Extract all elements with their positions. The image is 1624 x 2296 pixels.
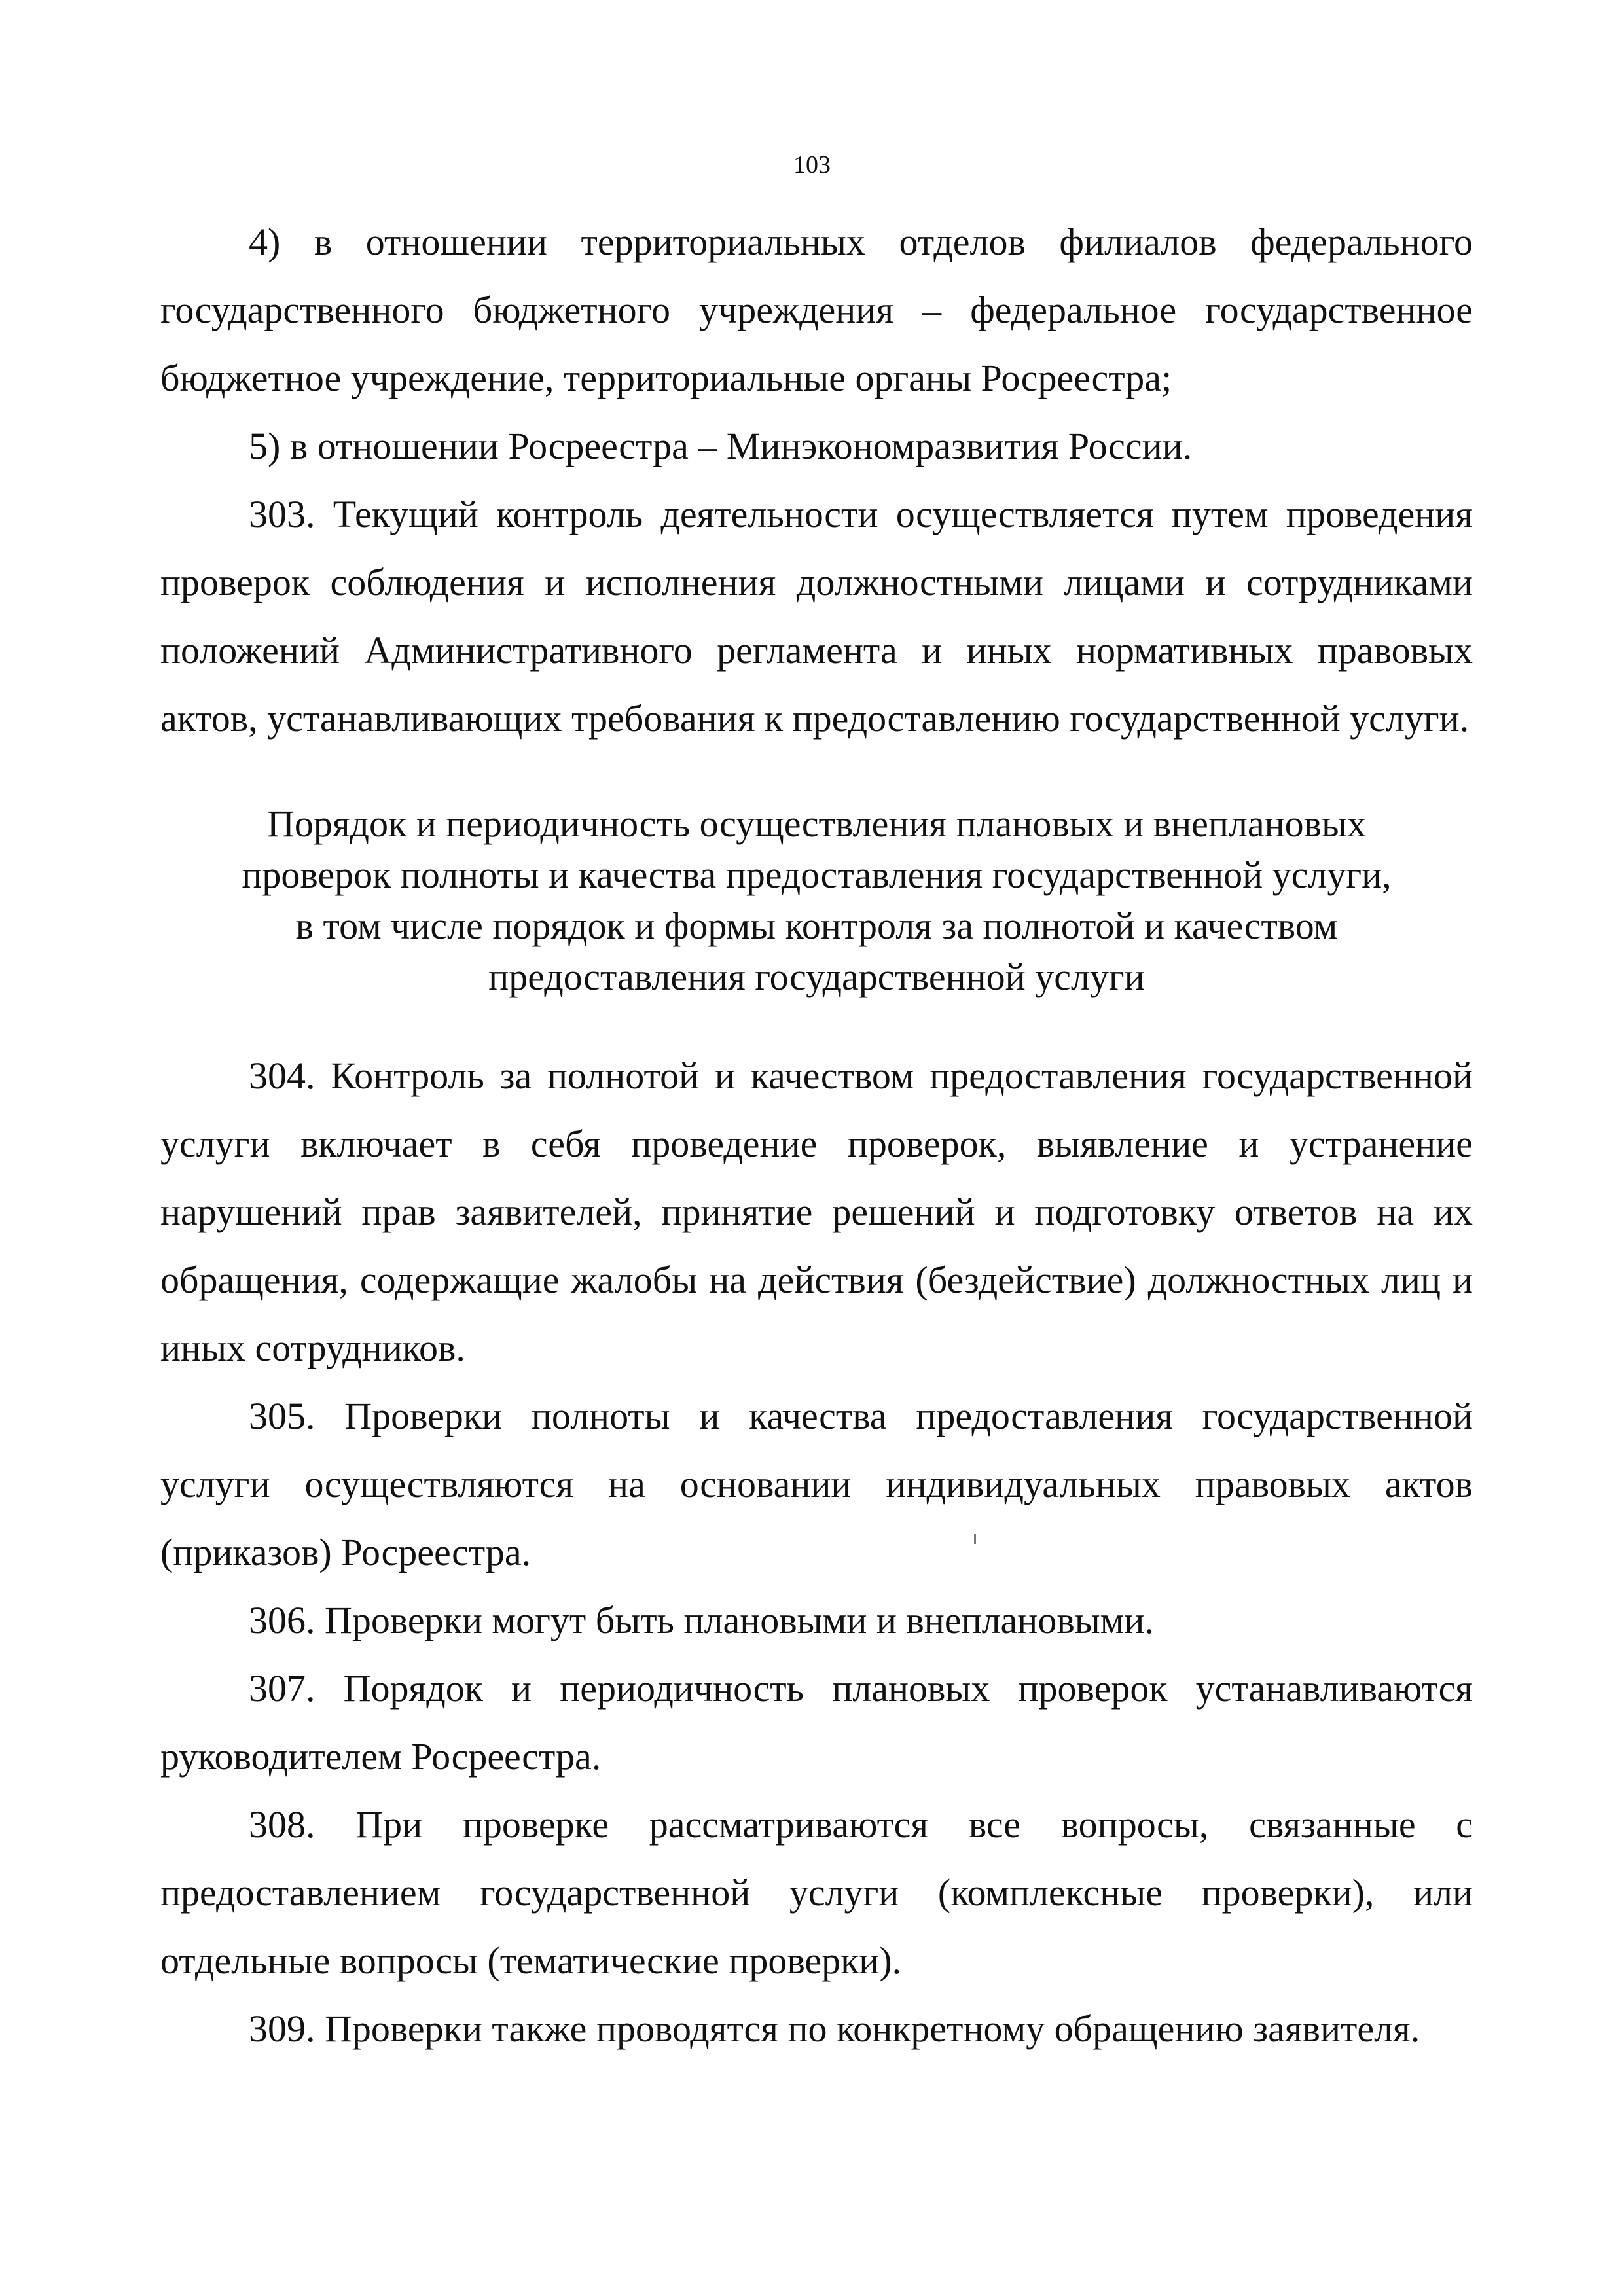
section-heading-line: в том числе порядок и формы контроля за полнотой и качеством [295, 905, 1338, 947]
section-heading-line: проверок полноты и качества предоставления государственной услуги, [242, 853, 1392, 896]
document-body [160, 208, 1473, 2063]
paragraph-item-5: 5) в отношении Росреестра – Минэкономразвития России. [249, 425, 1193, 467]
section-heading [160, 798, 1473, 1003]
paragraph-309: 309. Проверки также проводятся по конкретному обращению заявителя. [249, 2007, 1420, 2050]
paragraph-306: 306. Проверки могут быть плановыми и внеплановыми. [249, 1599, 1154, 1641]
paragraph-307: 307. Порядок и периодичность плановых проверок устанавливаются руководителем Росреестра. [160, 1667, 1473, 1778]
paragraph-303: 303. Текущий контроль деятельности осуществляется путем проведения проверок соблюдения и исполнения должностными лицами и сотрудниками положений Административного регламента и иных нормативных правовых актов, устанавливающих требования к предоставлению государственной услуги. [160, 493, 1473, 740]
section-heading-line: Порядок и периодичность осуществления плановых и внеплановых [266, 802, 1367, 845]
page-number: 103 [793, 151, 831, 179]
paragraph-304: 304. Контроль за полнотой и качеством предоставления государственной услуги включает в себя проведение проверок, выявление и устранение нарушений прав заявителей, принятие решений и подготовку ответов на их обращения, содержащие жалобы на действия (бездействие) должностных лиц и иных сотрудников. [160, 1054, 1473, 1369]
paragraph-item-4: 4) в отношении территориальных отделов филиалов федерального государственного бюджетного учреждения – федеральное государственное бюджетное учреждение, территориальные органы Росреестра; [160, 221, 1473, 399]
paragraph-308: 308. При проверке рассматриваются все вопросы, связанные с предоставлением государственной услуги (комплексные проверки), или отдельные вопросы (тематические проверки). [160, 1803, 1473, 1982]
section-heading-line: предоставления государственной услуги [488, 956, 1145, 998]
scan-speck [974, 1534, 976, 1544]
paragraph-305: 305. Проверки полноты и качества предоставления государственной услуги осуществляются на основании индивидуальных правовых актов (приказов) Росреестра. [160, 1395, 1473, 1573]
